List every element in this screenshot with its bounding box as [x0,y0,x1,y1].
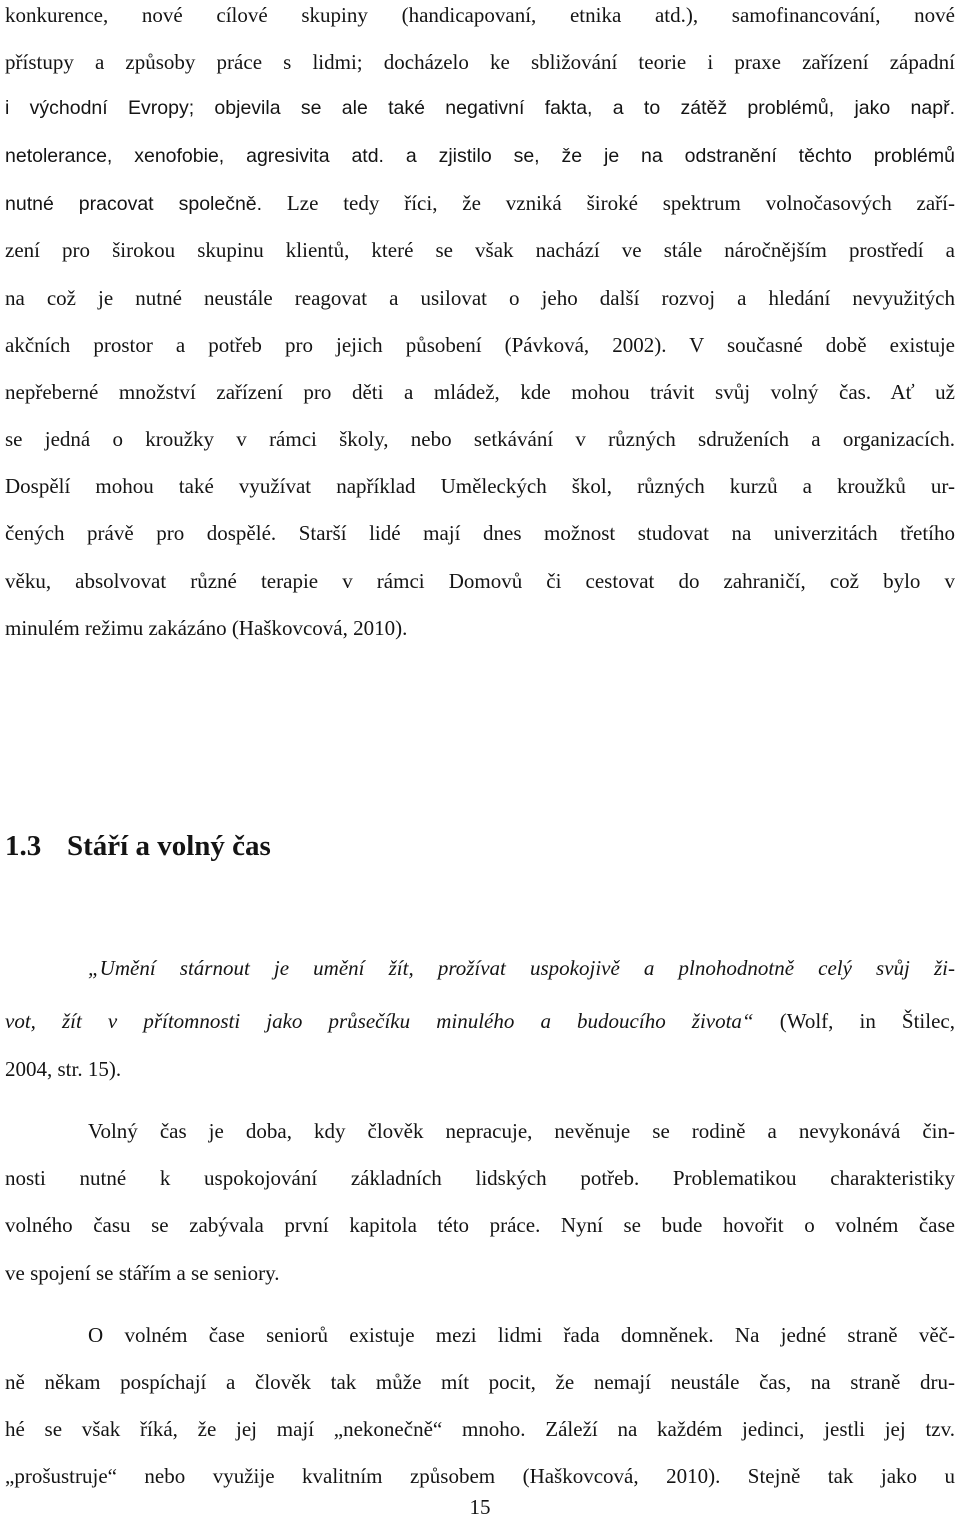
quote-text: vot, žít v přítomnosti jako průsečíku minulého a budoucího života“ [5,1009,754,1033]
quote-text: „Umění stárnout je umění žít, prožívat uspokojivě a plnohodnotně celý svůj ži- [88,956,955,980]
text-line: i východní Evropy; objevila se ale také negativní fakta, a to zátěž problémů, jako např. [5,97,955,119]
text-line: ve spojení se stářím a se seniory. [5,1261,280,1285]
text-line: čených právě pro dospělé. Starší lidé mají dnes možnost studovat na univerzitách třetího [5,521,955,545]
text-line: akčních prostor a potřeb pro jejich působení (Pávková, 2002). V současné době existuje [5,333,955,357]
text-span: nutné pracovat společně. [5,193,263,215]
text-span: Lze tedy říci, že vzniká široké spektrum volnočasových zaří- [262,191,955,215]
text-line [5,1006,955,1036]
text-line: „prošustruje“ nebo využije kvalitním způsobem (Haškovcová, 2010). Stejně tak jako u [5,1464,955,1488]
text-line: Volný čas je doba, kdy člověk nepracuje, nevěnuje se rodině a nevykonává čin- [88,1119,955,1143]
section-heading [5,826,271,866]
text-line: 2004, str. 15). [5,1057,122,1081]
text-line: zení pro širokou skupinu klientů, které se však nachází ve stále náročnějším prostředí a [5,238,955,262]
text-line: nosti nutné k uspokojování základních lidských potřeb. Problematikou charakteristiky [5,1166,955,1190]
text-line [88,953,955,983]
citation: (Wolf, in Štilec, [753,1009,955,1033]
text-line: nepřeberné množství zařízení pro děti a mládež, kde mohou trávit svůj volný čas. Ať už [5,380,955,404]
text-line: přístupy a způsoby práce s lidmi; docházelo ke sbližování teorie i praxe zařízení západní [5,50,955,74]
text-line: minulém režimu zakázáno (Haškovcová, 2010). [5,616,408,640]
text-line: věku, absolvovat různé terapie v rámci Domovů či cestovat do zahraničí, což bylo v [5,569,955,593]
section-title: Stáří a volný čas [67,830,271,862]
text-line: netolerance, xenofobie, agresivita atd. a zjistilo se, že je na odstranění těchto problémů [5,145,955,167]
text-line: hé se však říká, že jej mají „nekonečně“ mnoho. Záleží na každém jedinci, jestli jej tzv. [5,1417,955,1441]
text-line [5,188,955,219]
text-line: se jedná o kroužky v rámci školy, nebo setkávání v různých sdruženích a organizacích. [5,427,955,451]
section-number: 1.3 [5,830,42,862]
text-line: volného času se zabývala první kapitola této práce. Nyní se bude hovořit o volném čase [5,1213,955,1237]
text-line: ně někam pospíchají a člověk tak může mít pocit, že nemají neustále čas, na straně dru- [5,1370,955,1394]
text-line: na což je nutné neustále reagovat a usilovat o jeho další rozvoj a hledání nevyužitých [5,286,955,310]
text-line: konkurence, nové cílové skupiny (handicapovaní, etnika atd.), samofinancování, nové [5,3,955,27]
page-number: 15 [469,1495,491,1519]
text-line: Dospělí mohou také využívat například Uměleckých škol, různých kurzů a kroužků ur- [5,474,955,498]
text-line: O volném čase seniorů existuje mezi lidmi řada domněnek. Na jedné straně věč- [88,1323,955,1347]
